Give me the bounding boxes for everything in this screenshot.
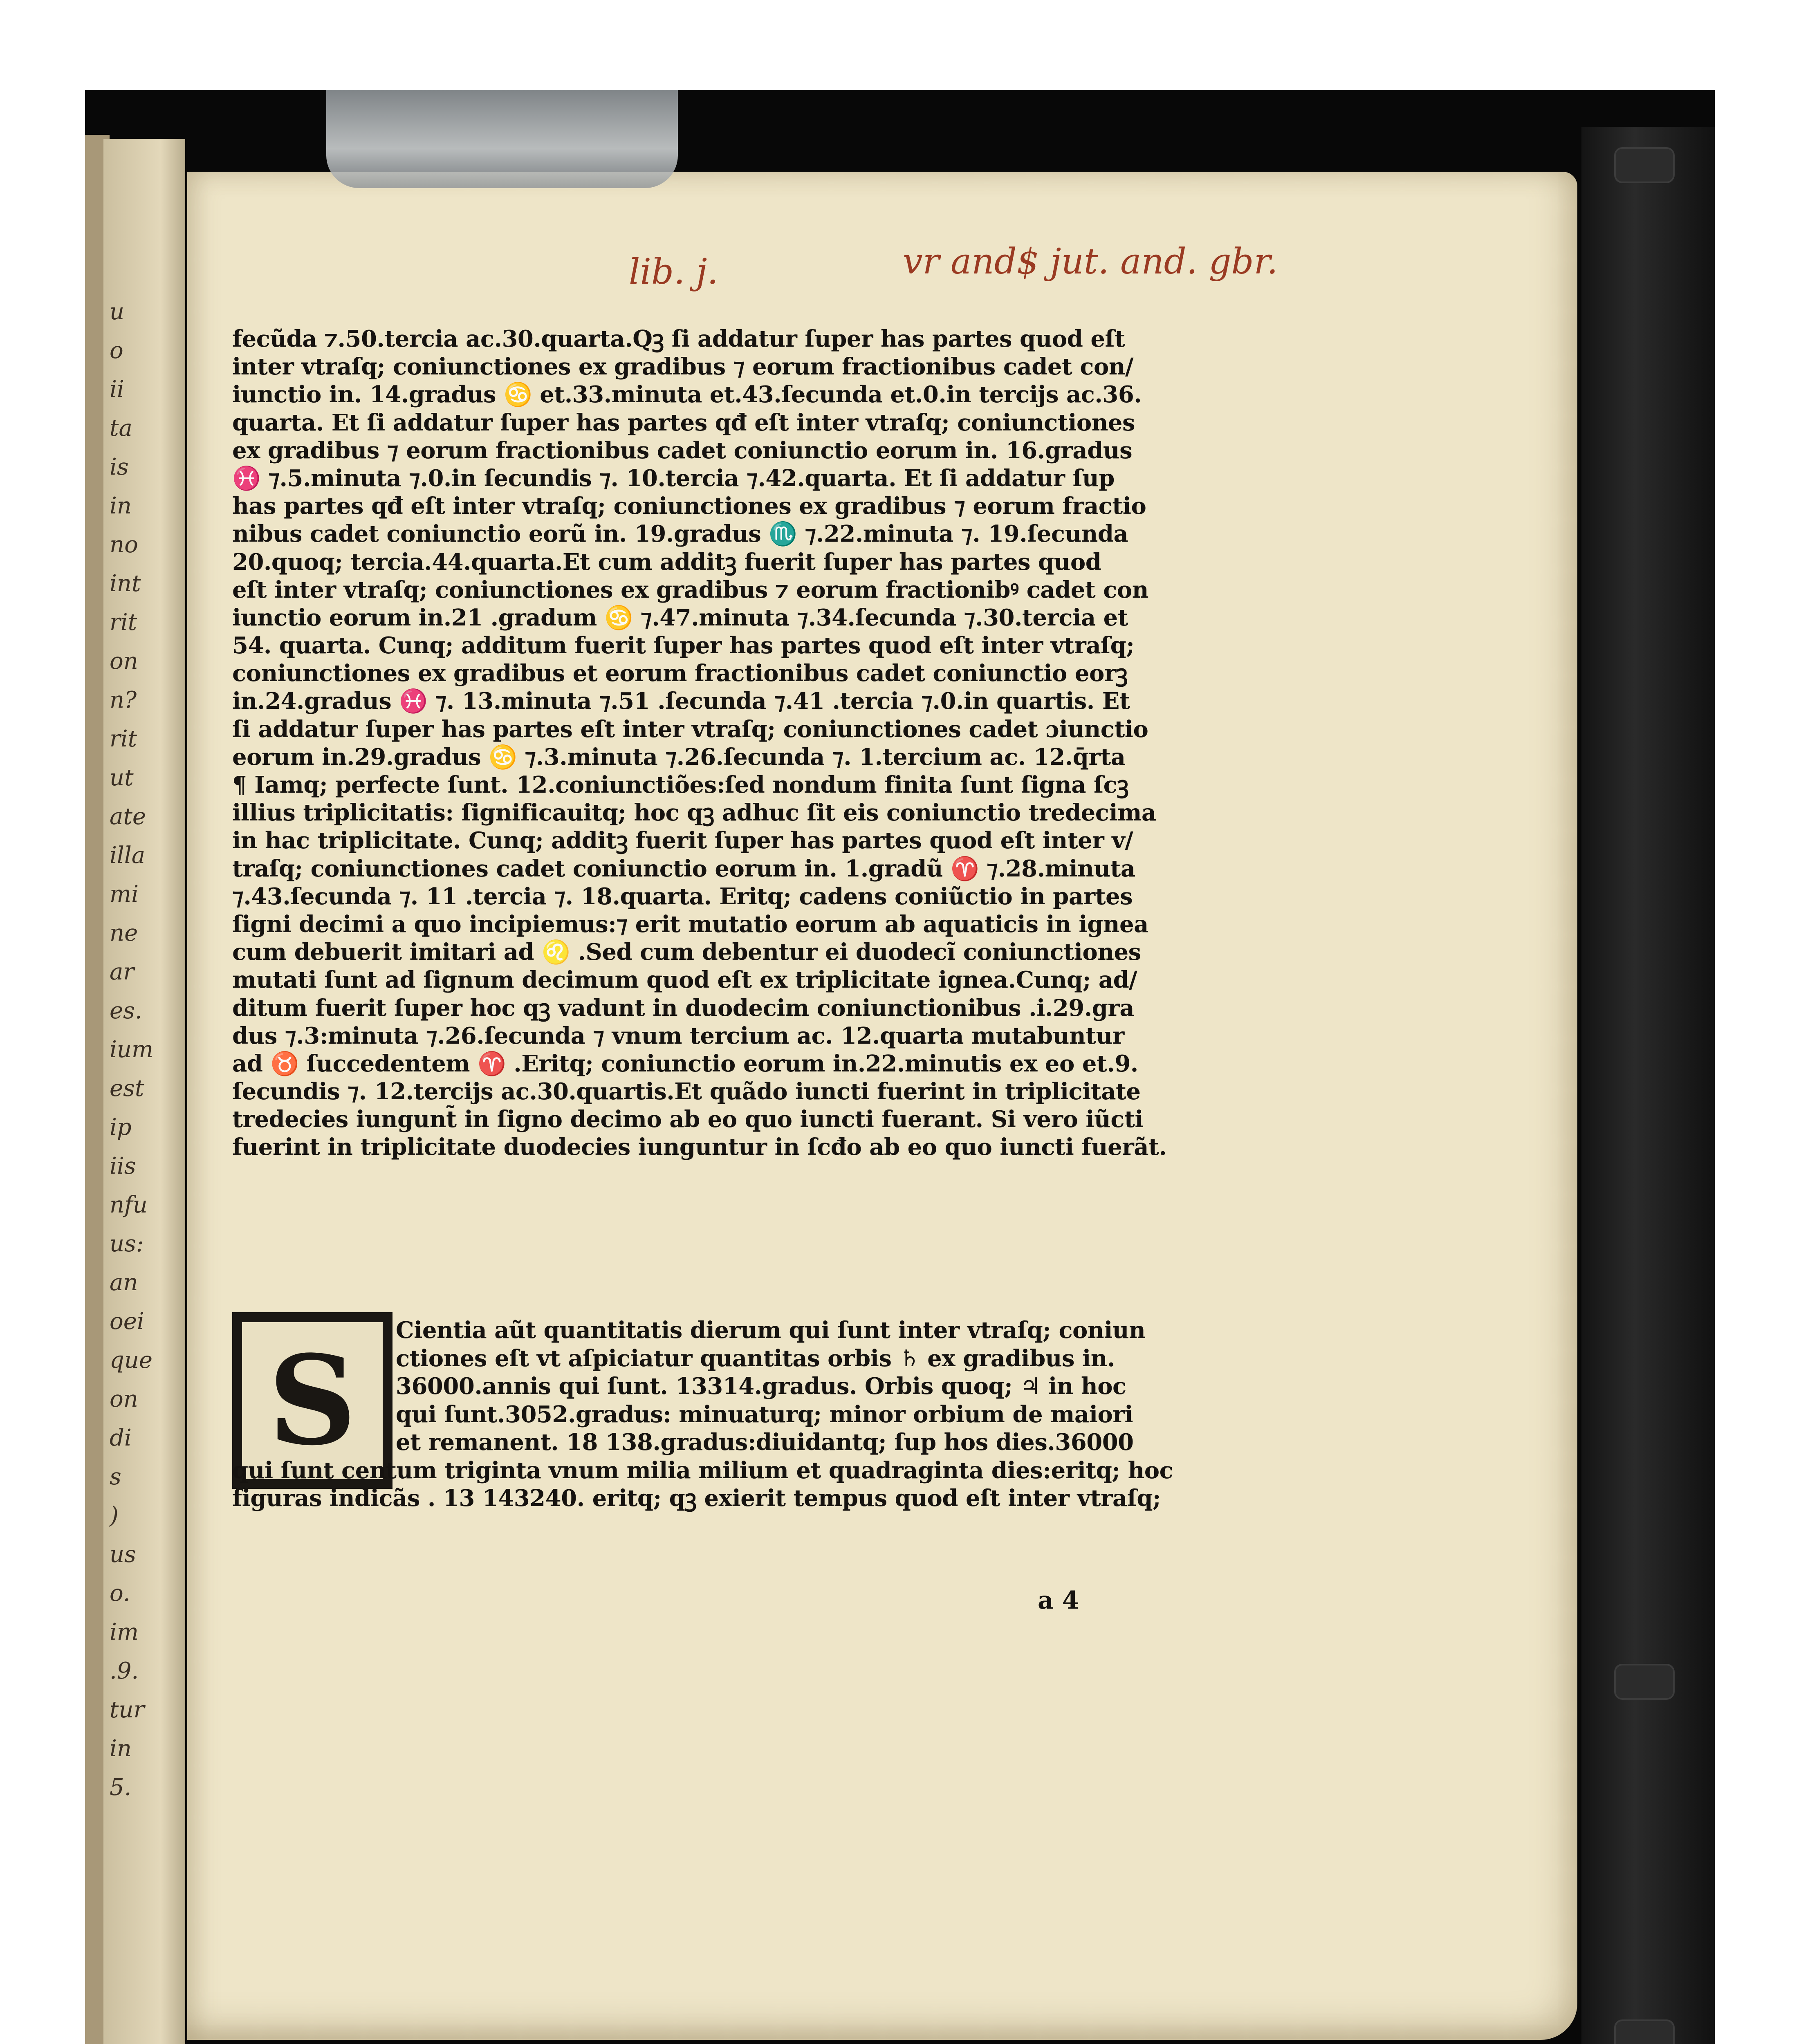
facing-page-fragment-text: mi xyxy=(110,881,139,908)
text-line: Cientia aũt quantitatis dierum qui ſunt inter vtraſq; coniun xyxy=(396,1317,1146,1344)
main-text-block xyxy=(232,325,1254,1161)
text-line: fecũda ⁊.50.tercia ac.30.quarta.Qꝫ ſi addatur ſuper has partes quod eſt xyxy=(232,325,1125,352)
facing-page-fragment-text: on xyxy=(110,1386,138,1412)
facing-page-fragment-text: ip xyxy=(110,1114,132,1141)
facing-page-fragment-text: ) xyxy=(110,1502,119,1529)
facing-page-fragment-text: illa xyxy=(110,842,146,869)
scanner-arm xyxy=(1581,127,1715,2044)
facing-page-fragment-text: iis xyxy=(110,1153,136,1179)
text-line: in.24.gradus ♓ ⁊. 13.minuta ⁊.51 .ſecunda ⁊.41 .tercia ⁊.0.in quartis. Et xyxy=(232,688,1130,715)
text-line: ad ♉ ſuccedentem ♈ .Eritq; coniunctio eorum in.22.minutis ex eo et.9. xyxy=(232,1050,1138,1077)
facing-page-fragment-text: ate xyxy=(110,803,146,830)
facing-page-fragment-text: an xyxy=(110,1269,138,1296)
signature-mark: a 4 xyxy=(1038,1586,1079,1615)
facing-page-fragment-text: o. xyxy=(110,1580,130,1607)
text-line: et remanent. 18 138.gradus:diuidantq; ſup hos dies.36000 xyxy=(396,1429,1134,1456)
facing-page-fragment-text: ii xyxy=(110,376,124,403)
text-line: tredecies iungunt̃ in ſigno decimo ab eo quo iuncti fuerant. Si vero iũcti xyxy=(232,1106,1144,1133)
facing-page-fragment-text: di xyxy=(110,1425,132,1451)
text-line: ditum fuerit ſuper hoc qꝫ vadunt in duodecim coniunctionibus .i.29.gra xyxy=(232,994,1135,1022)
text-line: ſecundis ⁊. 12.tercijs ac.30.quartis.Et quãdo iuncti fuerint in triplicitate xyxy=(232,1078,1141,1105)
initial-letter: S xyxy=(268,1328,357,1472)
facing-page-fragment-text: ne xyxy=(110,920,138,946)
text-line: mutati ſunt ad ſignum decimum quod eſt ex triplicitate ignea.Cunq; ad/ xyxy=(232,966,1137,994)
facing-page-fragment-text: ium xyxy=(110,1036,154,1063)
facing-page-fragment-text: nfu xyxy=(110,1192,148,1218)
facing-page-fragment-text: n? xyxy=(110,687,137,713)
facing-page-fragment-text: in xyxy=(110,1735,132,1762)
text-line: fuerint in triplicitate duodecies iunguntur in ſcđo ab eo quo iuncti fuerãt. xyxy=(232,1134,1167,1161)
facing-page-fragment-text: int xyxy=(110,570,141,597)
text-line: dus ⁊.3:minuta ⁊.26.ſecunda ⁊ vnum tercium ac. 12.quarta mutabuntur xyxy=(232,1022,1124,1049)
facing-page-fragment-text: 5. xyxy=(110,1774,132,1801)
text-line: has partes qđ eſt inter vtraſq; coniunctiones ex gradibus ⁊ eorum fractio xyxy=(232,493,1146,520)
facing-page-fragment-text: no xyxy=(110,531,138,558)
text-line: qui ſunt.3052.gradus: minuaturq; minor orbium de maiori xyxy=(396,1401,1133,1428)
text-line: ctiones eſt vt aſpiciatur quantitas orbis ♄ ex gradibus in. xyxy=(396,1345,1115,1372)
text-line: cum debuerit imitari ad ♌ .Sed cum debentur ei duodecĩ coniunctiones xyxy=(232,939,1141,966)
facing-page-fragment-text: est xyxy=(110,1075,144,1102)
text-line: ex gradibus ⁊ eorum fractionibus cadet coniunctio eorum in. 16.gradus xyxy=(232,437,1133,464)
text-line: inter vtraſq; coniunctiones ex gradibus ⁊ eorum fractionibus cadet con/ xyxy=(232,353,1133,381)
text-line: ⁊.43.ſecunda ⁊. 11 .tercia ⁊. 18.quarta. Eritq; cadens coniũctio in partes xyxy=(232,883,1133,910)
text-line: figuras indicãs . 13 143240. eritq; qꝫ exierit tempus quod eſt inter vtraſq; xyxy=(232,1485,1161,1512)
facing-page-fragment-text: es. xyxy=(110,997,142,1024)
text-line: iunctio in. 14.gradus ♋ et.33.minuta et.43.ſecunda et.0.in tercijs ac.36. xyxy=(232,381,1142,408)
text-line: iunctio eorum in.21 .gradum ♋ ⁊.47.minuta ⁊.34.ſecunda ⁊.30.tercia et xyxy=(232,604,1128,631)
marginal-note-left: lib. j. xyxy=(629,251,718,292)
text-line: qui ſunt centum triginta vnum milia milium et quadraginta dies:eritq; hoc xyxy=(232,1457,1173,1484)
scanner-knob-icon xyxy=(1614,1664,1675,1700)
facing-page-fragment-text: is xyxy=(110,454,129,480)
scanner-knob-icon xyxy=(1614,2019,1675,2044)
text-line: ¶ Iamq; perfecte ſunt. 12.coniunctiões:ſed nondum finita ſunt ſigna ſcꝫ xyxy=(232,771,1129,798)
facing-page-fragment-text: us: xyxy=(110,1230,144,1257)
page-clip-top xyxy=(326,90,678,188)
facing-page-fragment-text: u xyxy=(110,298,125,325)
text-line: illius triplicitatis: ſignificauitq; hoc qꝫ adhuc ſit eis coniunctio tredecima xyxy=(232,799,1156,827)
facing-page-fragment-text: .9. xyxy=(110,1658,139,1684)
text-line: in hac triplicitate. Cunq; additꝫ fuerit ſuper has partes quod eſt inter v/ xyxy=(232,827,1133,854)
facing-page-fragment-text: que xyxy=(110,1347,153,1374)
facing-page-fragment-text: rit xyxy=(110,609,137,636)
facing-page-fragment-text: on xyxy=(110,648,138,675)
text-line: ſi addatur ſuper has partes eſt inter vtraſq; coniunctiones cadet ɔiunctio xyxy=(232,715,1148,743)
facing-page-fragment-text: us xyxy=(110,1541,136,1568)
marginal-note-right: vr and$ jut. and. gbr. xyxy=(903,241,1278,282)
facing-page-fragment-text: oei xyxy=(110,1308,144,1335)
facing-page-fragment-text: ut xyxy=(110,764,134,791)
facing-page-fragment-text: tur xyxy=(110,1697,145,1723)
scan-frame xyxy=(85,90,1715,2044)
facing-page-fragment-text: im xyxy=(110,1619,139,1645)
facing-page-fragment-text: in xyxy=(110,493,132,519)
facing-page-fragment-text: s xyxy=(110,1464,121,1490)
facing-page-fragment-text: ta xyxy=(110,415,132,442)
text-line: quarta. Et ſi addatur ſuper has partes qđ eſt inter vtraſq; coniunctiones xyxy=(232,409,1135,436)
facing-page-fragment-text: o xyxy=(110,337,123,364)
text-line: nibus cadet coniunctio eorũ in. 19.gradus ♏ ⁊.22.minuta ⁊. 19.ſecunda xyxy=(232,520,1128,548)
text-line: 54. quarta. Cunq; additum fuerit ſuper has partes quod eſt inter vtraſq; xyxy=(232,632,1135,659)
text-line: ſigni decimi a quo incipiemus:⁊ erit mutatio eorum ab aquaticis in ignea xyxy=(232,910,1148,938)
text-line: eſt inter vtraſq; coniunctiones ex gradibus ⁊ eorum fractionibꝰ cadet con xyxy=(232,576,1148,603)
facing-page-fragment-text: ar xyxy=(110,959,135,985)
facing-page-fragment-text: rit xyxy=(110,726,137,752)
second-paragraph xyxy=(232,1316,1254,1513)
text-line: 20.quoq; tercia.44.quarta.Et cum additꝫ fuerit ſuper has partes quod xyxy=(232,548,1101,576)
text-line: 36000.annis qui ſunt. 13314.gradus. Orbis quoq; ♃ in hoc xyxy=(396,1373,1126,1400)
text-line: eorum in.29.gradus ♋ ⁊.3.minuta ⁊.26.ſecunda ⁊. 1.tercium ac. 12.q̄rta xyxy=(232,743,1126,771)
scanner-knob-icon xyxy=(1614,147,1675,183)
text-line: traſq; coniunctiones cadet coniunctio eorum in. 1.gradũ ♈ ⁊.28.minuta xyxy=(232,855,1135,882)
text-line: ♓ ⁊.5.minuta ⁊.0.in ſecundis ⁊. 10.tercia ⁊.42.quarta. Et ſi addatur ſup xyxy=(232,464,1115,492)
text-line: coniunctiones ex gradibus et eorum fractionibus cadet coniunctio eorꝫ xyxy=(232,660,1128,687)
